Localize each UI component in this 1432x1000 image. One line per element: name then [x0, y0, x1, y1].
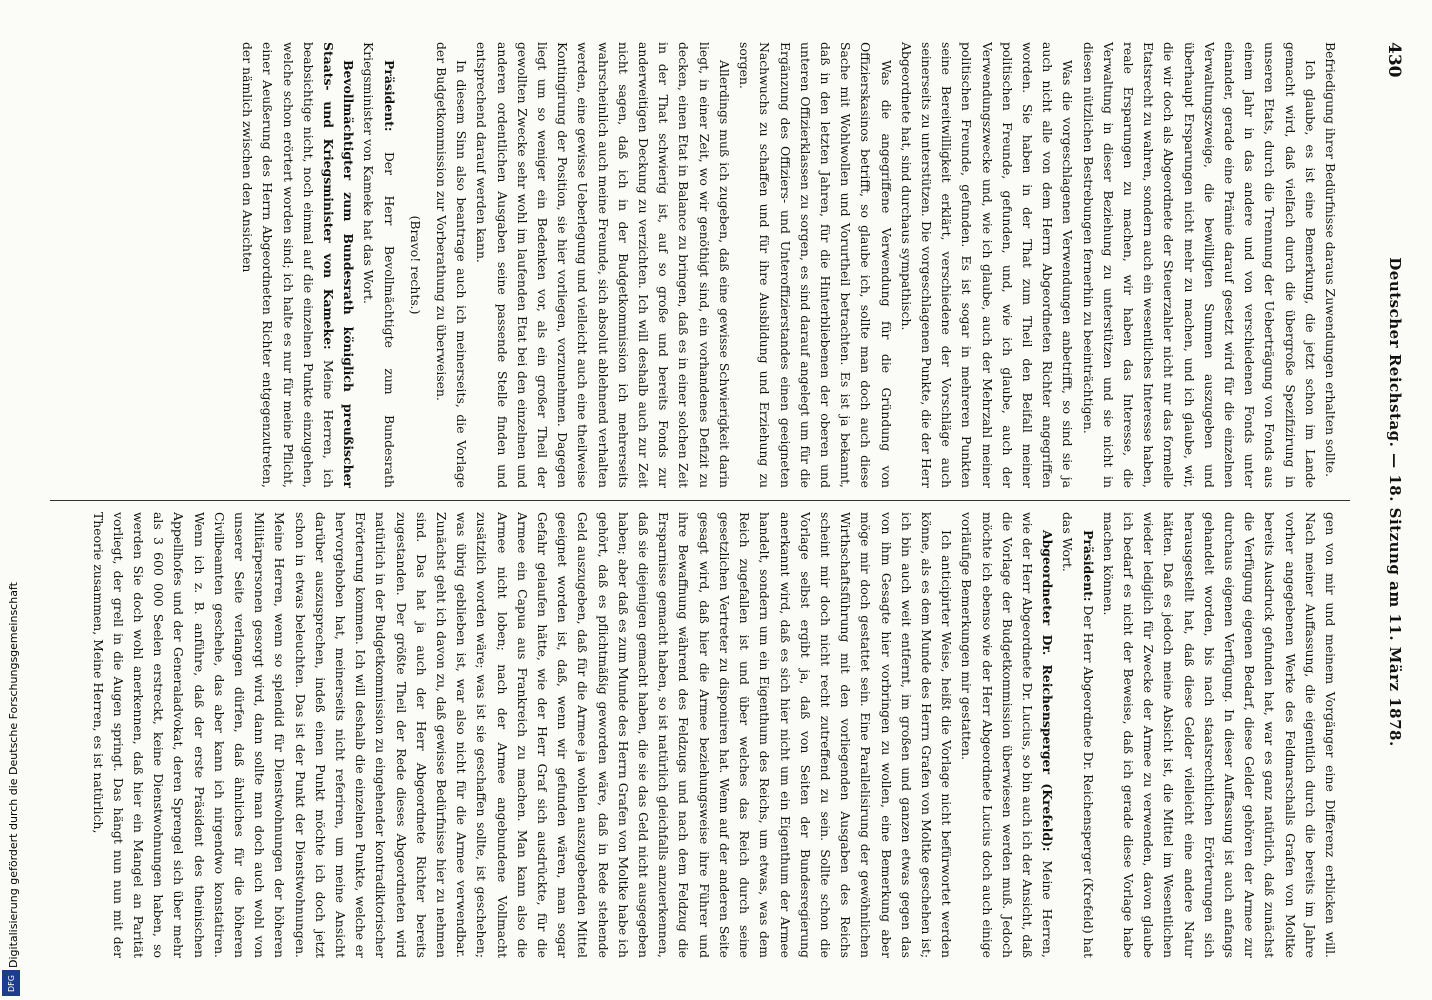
paragraph: In diesem Sinn also beantrage auch ich meinerseits, die Vorlage der Budgetkommission zur Vorberathung zu überweisen. [434, 42, 470, 488]
paragraph: Ich anticipirter Weise, heißt die Vorlage nicht befürwortet werden könne, als es dem Munde des Herrn Grafen von Moltke geschehen ist; ich bin auch weit entfernt, im großen und ganzen etwas gegen das von ihm Gesagte hier vorbringen zu wollen, eine Bemerkung aber möge mir doch gestattet sein. Eine Parallelisirung der gewöhnlichen Wirthschaftsführung mit den vorliegenden Ausgaben des Reichs scheint mir doch nicht recht zutreffend zu sein. Sollte schon die Vorlage selbst ergibt ja, daß von Seiten der Bundesregierung anerkannt wird, daß es sich hier nicht um ein Eigenthum der Armee handelt, sondern um ein Eigenthum des Reichs, um etwas, was dem Reich zugefallen ist und über welches das Reich durch seine gesetzlichen Vertreter zu disponiren hat. Wenn auf der anderen Seite gesagt wird, daß hier die Armee beziehungsweise ihre Führer und ihre Bewaffnung während des Feldzugs und nach dem Feldzug die Ersparnisse gemacht haben, so ist natürlich gleichfalls anzuerkennen, daß sie diejenigen gemacht haben, die sie das Geld nicht ausgegeben haben; aber daß es zum Munde des Herrn Grafen von Moltke habe ich gehört, daß es pflichtmäßig geworden wäre, daß in Rede stehende Geld auszugeben, daß für die Armee ja wohlen auszugebenden Mittel geeignet worden ist, daß, wenn wir gefunden wären, man sogar Gefahr gelaufen hätte, wie der Herr Graf sich ausdrückte, für die Armee ein Capua aus Frankreich zu machen. Man kann also die Armee nicht loben; nach der Armee angebundene Vollmacht zusätzlich worden wäre; was ist sie geschaffen sollte, ist geschehen; was übrig geblieben ist, war also nicht für die Armee verwendbar. Zunächst geht ich davon zu, daß gewisse Bedürfnisse hier zu nehmen sind. Das hat ja auch der Herr Abgeordnete Richter bereits zugestanden. Der größte Theil der Rede dieses Abgeordneten wird natürlich in der Budgetkommission zu eingehender kontradiktorischer Erörterung kommen. Ich will deshalb die einzelnen Punkte, welche er hervorgehoben hat, meinerseits nicht referiren, um meine Ansicht darüber auszusprechen, indeß einen Punkt möchte ich doch jetzt schon in etwas beleuchten. Das ist der Punkt der Dienstwohnungen. Meine Herren, wenn so splendid für Dienstwohnungen der höheren Militärpersonen gesorgt wird, dann sollte man doch auch wohl von unserer Seite verlangen dürfen, daß ähnliches für die höheren Civilbeamten geschehe, das aber kann ich nirgendwo konstatiren. Wenn ich z. B. anführe, daß der erste Präsident des theinischen Appellhofes und der Generaladvokat, deren Sprengel sich über mehr als 3 600 000 Seelen erstreckt, keine Dienstwohnungen haben, so werden Sie doch wohl anerkennen, daß hier ein Mangel an Parität vorliegt, der grell in die Augen springt. Das hängt nun nun mit der Theorie zusammen, Meine Herren, es ist natürlich, [90, 512, 955, 958]
running-head: Deutscher Reichstag. — 18. Sitzung am 11. März 1878. [1386, 257, 1404, 747]
speech-text: Der Herr Bevollmächtigte zum Bundesrath Kriegsminister von Kameke hat das Wort. [361, 42, 397, 488]
speech-text: Meine Herren, ich beabsichtige nicht, noch einmal auf die einzelnen Punkte einzugehen, welche schon erörtert worden sind; ich halte es nur für meine Pflicht, einer Aeußerung des Herrn Abgeordneten Richter entgegenzutreten, der nämlich zwischen den Ansichten [240, 42, 337, 488]
left-column [50, 42, 1340, 488]
paragraph: Ich glaube, es ist eine Bemerkung, die jetzt schon im Lande gemacht wird, daß vielfach durch die übergroße Spezifizirung in unseren Etats, durch die Trennung der Ueberträgung von Fonds aus einem Jahr in das andere und von verschiedenen Fonds unter einander, gerade eine Prämie darauf gesetzt wird für die einzelnen Verwaltungszweige, die bewilligten Summen auszugeben und überhaupt Ersparungen nicht mehr zu machen, und ich glaube, wir, die wir doch als Abgeordnete der Steuerzahler nicht nur das formelle Etatsrecht zu wahren, sondern auch ein wesentliches Interesse haben, reale Ersparungen zu machen, wir haben das Interesse, die Verwaltung in dieser Beziehung zu unterstützen und sie nicht in diesen nützlichen Bestrebungen fernerhin zu beeinträchtigen. [1080, 42, 1318, 488]
president-statement [1057, 512, 1097, 958]
speech-text: Meine Herren, wie der Herr Abgeordnete Dr. Lucius, so bin auch ich der Ansicht, daß die Vorlage der Budgetkommission überwiesen werden muß. Jedoch möchte ich ebenso wie der Herr Abgeordnete Lucius doch auch einige vorläufige Bemerkungen mir gestatten. [959, 512, 1056, 958]
dfg-logo-icon [2, 970, 20, 996]
speaker-label: Präsident: [1080, 530, 1096, 602]
reichensperger-statement [956, 512, 1057, 958]
page-number: 430 [1384, 42, 1404, 78]
logo-text: DFG [6, 974, 16, 992]
speaker-label: Bevollmächtigter zum Bundesrath königlich preußischer Staats- und Kriegsminister von Kameke: [321, 42, 357, 488]
paragraph: Allerdings muß ich zugeben, daß eine gewisse Schwierigkeit darin liegt, in einer Zeit, wo wir genöthigt sind, ein vorhandenes Defizit zu decken, einen Etat in Balance zu bringen, daß es in einer solchen Zeit in der That schwierig ist, auf so große und bereits Fonds zur anderweitigen Deckung zu verzichten. Ich will deshalb auch zur Zeit nicht sagen, daß ich in der Budgetkommission ich mehrerseits wahrscheinlich auch meine Freunde, sich absolut ablehnend verhalten werden, eine gewisse Ueberlegung und vielleicht auch eine theilweise Kontingirung der Position, sie hier vorliegen, vorzunehmen. Dagegen liegt um so weniger ein Bedenken vor, als ein großer Theil der gewollten Zwecke sehr wohl im laufenden Etat bei den einzelnen und anderen ordentlichen Ausgaben seine passende Stelle finden und entsprechend darauf werden kann. [474, 42, 732, 488]
speaker-label: Präsident: [381, 60, 397, 132]
paragraph: Was die vorgeschlagenen Verwendungen anbetrifft, so sind sie ja auch nicht alle von dem Herrn Abgeordneten Richter angegriffen worden. Sie haben in der That zum Theil den Beifall meiner politischen Freunde, gefunden, und, wie ich glaube, auch der Verwendungszwecke und, wie ich glaube, auch der Mehrzahl meiner politischen Freunde, gefunden. Es ist sogar in mehreren Punkten seine Bereitwilligkeit erklärt, verschiedene der Vorschläge auch seinerseits zu unterstützen. Die vorgeschlagenen Punkte, die der Herr Abgeordnete hat, sind durchaus sympathisch. [898, 42, 1076, 488]
paragraph: Was die angegriffene Verwendung für die Gründung von Offizierskasinos betrifft, so glaube ich, sollte man doch auch diese Sache mit Wohlwollen und Vorurtheil betrachten. Es ist ja bekannt, daß in den letzten Jahren, für die Hinterbliebenen der oberen und unteren Offizierklassen zu sorgen, es sind darauf angelegt um für die Ergänzung des Offiziers- und Unteroffizierstandes einen geeigneten Nachwuchs zu schaffen und für ihre Ausbildung und Erziehung zu sorgen. [737, 42, 894, 488]
digitization-credit [2, 582, 24, 1000]
column-divider [50, 500, 1350, 501]
right-column [50, 512, 1340, 958]
paragraph: Befriedigung ihrer Bedürfnisse daraus Zuwendungen erhalten sollte. [1323, 42, 1338, 478]
speech-text: Der Herr Abgeordnete Dr. Reichensperger (Krefeld) hat das Wort. [1060, 512, 1096, 958]
page-header [1344, 42, 1404, 962]
paragraph: gen von mir und meinem Vorgänger eine Differenz erblicken will. Nach meiner Auffassung, die eigentlich durch die bereits im Jahre vorher angegebenen Werke des Feldmarschalls Grafen von Moltke bereits Ausdruck gefunden hat, war es ganz natürlich, daß zunächst die Verfügung eigenen Bedarf, diese Gelder gehören der Armee zur durchaus eigenen Verfügung. In dieser Auffassung ist auch anfangs gehandelt worden, bis nach staatsrechtlichen Erörterungen sich herausgestellt hat, daß diese Gelder vielleicht eine andere Natur hätten. Daß es jedoch meine Absicht ist, die Mittel im Wesentlichen wieder lediglich für Zwecke der Armee zu verwenden, davon glaube ich bedarf es nicht der Beweise, daß ich gerade diese Vorlage habe machen können. [1100, 512, 1338, 958]
credit-text: Digitalisierung gefördert durch die Deutsche Forschungsgemeinschaft [7, 582, 20, 968]
applause-note: (Bravo! rechts.) [407, 215, 423, 315]
minister-statement [237, 42, 358, 488]
speaker-label: Abgeordneter Dr. Reichensperger (Krefeld): [1040, 530, 1056, 852]
president-statement [358, 42, 398, 488]
